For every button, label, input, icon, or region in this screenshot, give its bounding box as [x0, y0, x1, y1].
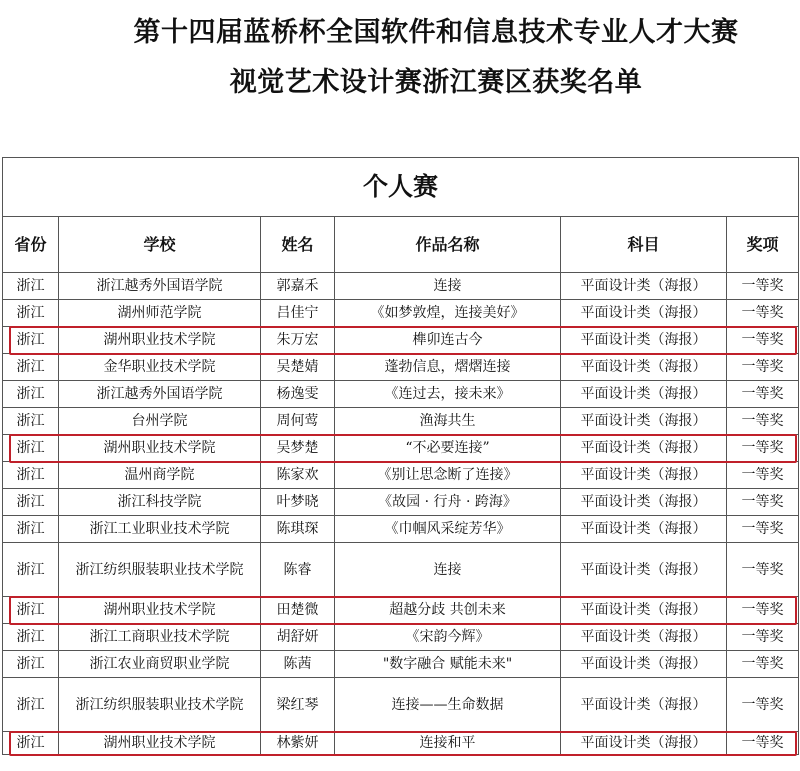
table-row	[3, 327, 799, 354]
cell-work: 《巾帼风采绽芳华》	[335, 516, 561, 543]
cell-name: 胡舒妍	[261, 624, 335, 651]
cell-name: 吕佳宁	[261, 300, 335, 327]
cell-work: 超越分歧 共创未来	[335, 597, 561, 624]
cell-name: 陈家欢	[261, 462, 335, 489]
cell-work: 连接和平	[335, 732, 561, 755]
cell-work: 《连过去，接未来》	[335, 381, 561, 408]
cell-name: 田楚微	[261, 597, 335, 624]
cell-name: 陈琪琛	[261, 516, 335, 543]
cell-work: 连接	[335, 273, 561, 300]
document-title: 第十四届蓝桥杯全国软件和信息技术专业人才大赛	[133, 17, 739, 48]
table-row	[3, 597, 799, 624]
cell-school: 湖州职业技术学院	[59, 435, 261, 462]
table-row	[3, 381, 799, 408]
cell-award: 一等奖	[727, 435, 799, 462]
cell-school: 台州学院	[59, 408, 261, 435]
cell-work: 《故园 · 行舟 · 跨海》	[335, 489, 561, 516]
table-row	[3, 462, 799, 489]
cell-award: 一等奖	[727, 300, 799, 327]
cell-school: 浙江工业职业技术学院	[59, 516, 261, 543]
table-row	[3, 651, 799, 678]
table-row	[3, 273, 799, 300]
cell-award: 一等奖	[727, 354, 799, 381]
table-row	[3, 435, 799, 462]
cell-subject: 平面设计类（海报）	[561, 597, 727, 624]
column-header-work: 作品名称	[335, 217, 561, 273]
cell-subject: 平面设计类（海报）	[561, 354, 727, 381]
cell-subject: 平面设计类（海报）	[561, 489, 727, 516]
cell-award: 一等奖	[727, 516, 799, 543]
cell-subject: 平面设计类（海报）	[561, 732, 727, 755]
table-row	[3, 678, 799, 732]
cell-name: 郭嘉禾	[261, 273, 335, 300]
column-header-school: 学校	[59, 217, 261, 273]
awards-table	[2, 157, 799, 755]
cell-name: 周何莺	[261, 408, 335, 435]
cell-school: 湖州职业技术学院	[59, 327, 261, 354]
cell-name: 梁红琴	[261, 678, 335, 732]
cell-work: 渔海共生	[335, 408, 561, 435]
cell-subject: 平面设计类（海报）	[561, 327, 727, 354]
cell-work: 《宋韵今辉》	[335, 624, 561, 651]
cell-award: 一等奖	[727, 381, 799, 408]
cell-province: 浙江	[3, 543, 59, 597]
cell-province: 浙江	[3, 651, 59, 678]
cell-award: 一等奖	[727, 624, 799, 651]
cell-school: 浙江农业商贸职业学院	[59, 651, 261, 678]
cell-award: 一等奖	[727, 273, 799, 300]
cell-name: 朱万宏	[261, 327, 335, 354]
cell-name: 吴楚婧	[261, 354, 335, 381]
cell-province: 浙江	[3, 678, 59, 732]
document-subtitle: 视觉艺术设计赛浙江赛区获奖名单	[229, 67, 643, 98]
cell-name: 林紫妍	[261, 732, 335, 755]
cell-school: 湖州师范学院	[59, 300, 261, 327]
cell-school: 湖州职业技术学院	[59, 597, 261, 624]
cell-name: 吴梦楚	[261, 435, 335, 462]
table-row	[3, 300, 799, 327]
cell-subject: 平面设计类（海报）	[561, 462, 727, 489]
cell-subject: 平面设计类（海报）	[561, 516, 727, 543]
cell-school: 浙江纺织服装职业技术学院	[59, 678, 261, 732]
cell-subject: 平面设计类（海报）	[561, 408, 727, 435]
cell-work: “不必要连接”	[335, 435, 561, 462]
cell-subject: 平面设计类（海报）	[561, 678, 727, 732]
cell-subject: 平面设计类（海报）	[561, 651, 727, 678]
cell-award: 一等奖	[727, 489, 799, 516]
awards-table-container	[2, 157, 798, 755]
cell-school: 温州商学院	[59, 462, 261, 489]
cell-subject: 平面设计类（海报）	[561, 381, 727, 408]
cell-province: 浙江	[3, 381, 59, 408]
cell-name: 陈茜	[261, 651, 335, 678]
cell-school: 浙江工商职业技术学院	[59, 624, 261, 651]
column-header-province: 省份	[3, 217, 59, 273]
table-row	[3, 543, 799, 597]
cell-province: 浙江	[3, 408, 59, 435]
cell-award: 一等奖	[727, 732, 799, 755]
cell-award: 一等奖	[727, 408, 799, 435]
cell-work: "数字融合 赋能未来"	[335, 651, 561, 678]
cell-subject: 平面设计类（海报）	[561, 300, 727, 327]
cell-award: 一等奖	[727, 543, 799, 597]
cell-name: 杨逸雯	[261, 381, 335, 408]
cell-award: 一等奖	[727, 462, 799, 489]
cell-province: 浙江	[3, 462, 59, 489]
cell-award: 一等奖	[727, 678, 799, 732]
section-title: 个人赛	[3, 158, 799, 217]
cell-province: 浙江	[3, 300, 59, 327]
cell-province: 浙江	[3, 435, 59, 462]
cell-school: 浙江科技学院	[59, 489, 261, 516]
table-row	[3, 516, 799, 543]
cell-province: 浙江	[3, 732, 59, 755]
cell-province: 浙江	[3, 489, 59, 516]
column-header-name: 姓名	[261, 217, 335, 273]
table-row	[3, 489, 799, 516]
cell-work: 榫卯连古今	[335, 327, 561, 354]
cell-award: 一等奖	[727, 327, 799, 354]
cell-work: 《别让思念断了连接》	[335, 462, 561, 489]
cell-award: 一等奖	[727, 651, 799, 678]
cell-province: 浙江	[3, 597, 59, 624]
table-row	[3, 408, 799, 435]
cell-work: 《如梦敦煌，连接美好》	[335, 300, 561, 327]
cell-province: 浙江	[3, 327, 59, 354]
cell-work: 连接	[335, 543, 561, 597]
cell-province: 浙江	[3, 354, 59, 381]
cell-school: 金华职业技术学院	[59, 354, 261, 381]
column-header-award: 奖项	[727, 217, 799, 273]
cell-school: 浙江越秀外国语学院	[59, 273, 261, 300]
column-header-subject: 科目	[561, 217, 727, 273]
cell-name: 叶梦晓	[261, 489, 335, 516]
cell-school: 湖州职业技术学院	[59, 732, 261, 755]
cell-work: 连接——生命数据	[335, 678, 561, 732]
cell-work: 蓬勃信息，熠熠连接	[335, 354, 561, 381]
cell-award: 一等奖	[727, 597, 799, 624]
cell-school: 浙江越秀外国语学院	[59, 381, 261, 408]
cell-subject: 平面设计类（海报）	[561, 435, 727, 462]
cell-school: 浙江纺织服装职业技术学院	[59, 543, 261, 597]
table-row	[3, 732, 799, 755]
cell-province: 浙江	[3, 516, 59, 543]
cell-name: 陈睿	[261, 543, 335, 597]
cell-subject: 平面设计类（海报）	[561, 543, 727, 597]
table-row	[3, 354, 799, 381]
cell-province: 浙江	[3, 624, 59, 651]
cell-subject: 平面设计类（海报）	[561, 273, 727, 300]
cell-subject: 平面设计类（海报）	[561, 624, 727, 651]
cell-province: 浙江	[3, 273, 59, 300]
table-row	[3, 624, 799, 651]
